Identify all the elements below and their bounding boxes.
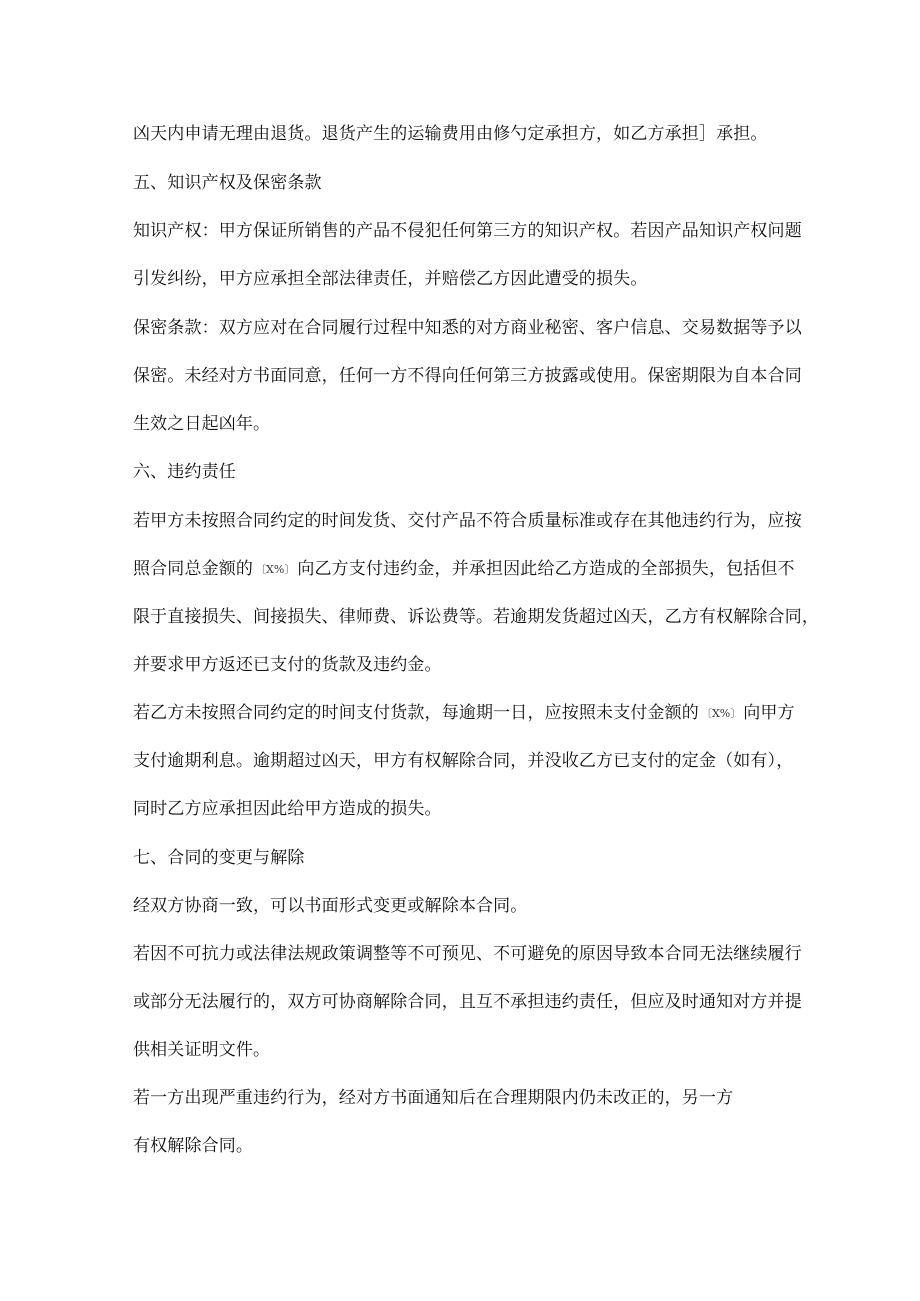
heading-text: 五、知识产权及保密条款 (133, 173, 322, 193)
paragraph-force-majeure-line-3 (133, 1038, 270, 1062)
text-line: 有权解除合同。 (133, 1136, 254, 1156)
text-line: 支付逾期利息。逾期超过凶天，甲方有权解除合同，并没收乙方已支付的定金（如有）， (133, 751, 794, 771)
percentage-placeholder: 〔X%〕 (255, 563, 296, 576)
paragraph-party-a-breach-line-1 (133, 509, 802, 533)
paragraph-party-b-breach-line-1 (133, 701, 795, 725)
section-heading-7 (133, 846, 305, 870)
text-line: 限于直接损失、间接损失、律师费、诉讼费等。若逾期发货超过凶天，乙方有权解除合同， (133, 607, 819, 627)
text-segment: 若乙方未按照合同约定的时间支付货款，每逾期一日，应按照未支付金额的 (133, 703, 699, 723)
paragraph-amendment (133, 894, 527, 918)
text-line: 若因不可抗力或法律法规政策调整等不可预见、不可避免的原因导致本合同无法继续履行 (133, 944, 802, 964)
text-line: 生效之日起凶年。 (133, 414, 271, 434)
text-line: 引发纠纷，甲方应承担全部法律责任，并赔偿乙方因此遭受的损失。 (133, 269, 648, 289)
section-heading-5 (133, 171, 322, 195)
paragraph-party-b-breach-line-3 (133, 797, 442, 821)
text-line: 经双方协商一致，可以书面形式变更或解除本合同。 (133, 896, 528, 916)
heading-text: 七、合同的变更与解除 (133, 848, 305, 868)
percentage-placeholder: 〔X%〕 (700, 707, 742, 720)
text-line: 供相关证明文件。 (133, 1040, 271, 1060)
text-line: 保密条款：双方应对在合同履行过程中知悉的对方商业秘密、客户信息、交易数据等予以 (133, 318, 802, 338)
text-line: 若甲方未按照合同约定的时间发货、交付产品不符合质量标准或存在其他违约行为，应按 (133, 511, 802, 531)
paragraph-confidential-line-2 (133, 364, 802, 388)
text-line: 或部分无法履行的，双方可协商解除合同，且互不承担违约责任，但应及时通知对方并提 (133, 992, 802, 1012)
paragraph-ip-line-2 (133, 267, 648, 291)
paragraph-party-b-breach-line-2 (133, 749, 793, 773)
text-line: 同时乙方应承担因此给甲方造成的损失。 (133, 799, 442, 819)
paragraph-party-a-breach-line-2 (133, 557, 795, 581)
paragraph-termination-line-1 (133, 1086, 733, 1110)
text-line: 保密。未经对方书面同意，任何一方不得向任何第三方披露或使用。保密期限为自本合同 (133, 366, 802, 386)
text-segment: 向甲方 (743, 703, 795, 723)
text-line: 知识产权：甲方保证所销售的产品不侵犯任何第三方的知识产权。若因产品知识产权问题 (133, 221, 802, 241)
paragraph-confidential-line-1 (133, 316, 802, 340)
paragraph-force-majeure-line-1 (133, 942, 802, 966)
paragraph-party-a-breach-line-3 (133, 605, 819, 629)
text-line: 并要求甲方返还已支付的货款及违约金。 (133, 655, 442, 675)
paragraph-party-a-breach-line-4 (133, 653, 442, 677)
paragraph-return-policy-tail (133, 122, 768, 146)
heading-text: 六、违约责任 (133, 462, 236, 482)
text-line: 凶天内申请无理由退货。退货产生的运输费用由修勺定承担方，如乙方承担］承担。 (133, 124, 768, 144)
section-heading-6 (133, 460, 236, 484)
paragraph-ip-line-1 (133, 219, 802, 243)
paragraph-force-majeure-line-2 (133, 990, 802, 1014)
paragraph-termination-line-2 (133, 1134, 253, 1158)
text-segment: 向乙方支付违约金，并承担因此给乙方造成的全部损失，包括但不 (297, 559, 795, 579)
text-line: 若一方出现严重违约行为，经对方书面通知后在合理期限内仍未改正的，另一方 (133, 1088, 734, 1108)
text-segment: 照合同总金额的 (133, 559, 254, 579)
paragraph-confidential-line-3 (133, 412, 270, 436)
